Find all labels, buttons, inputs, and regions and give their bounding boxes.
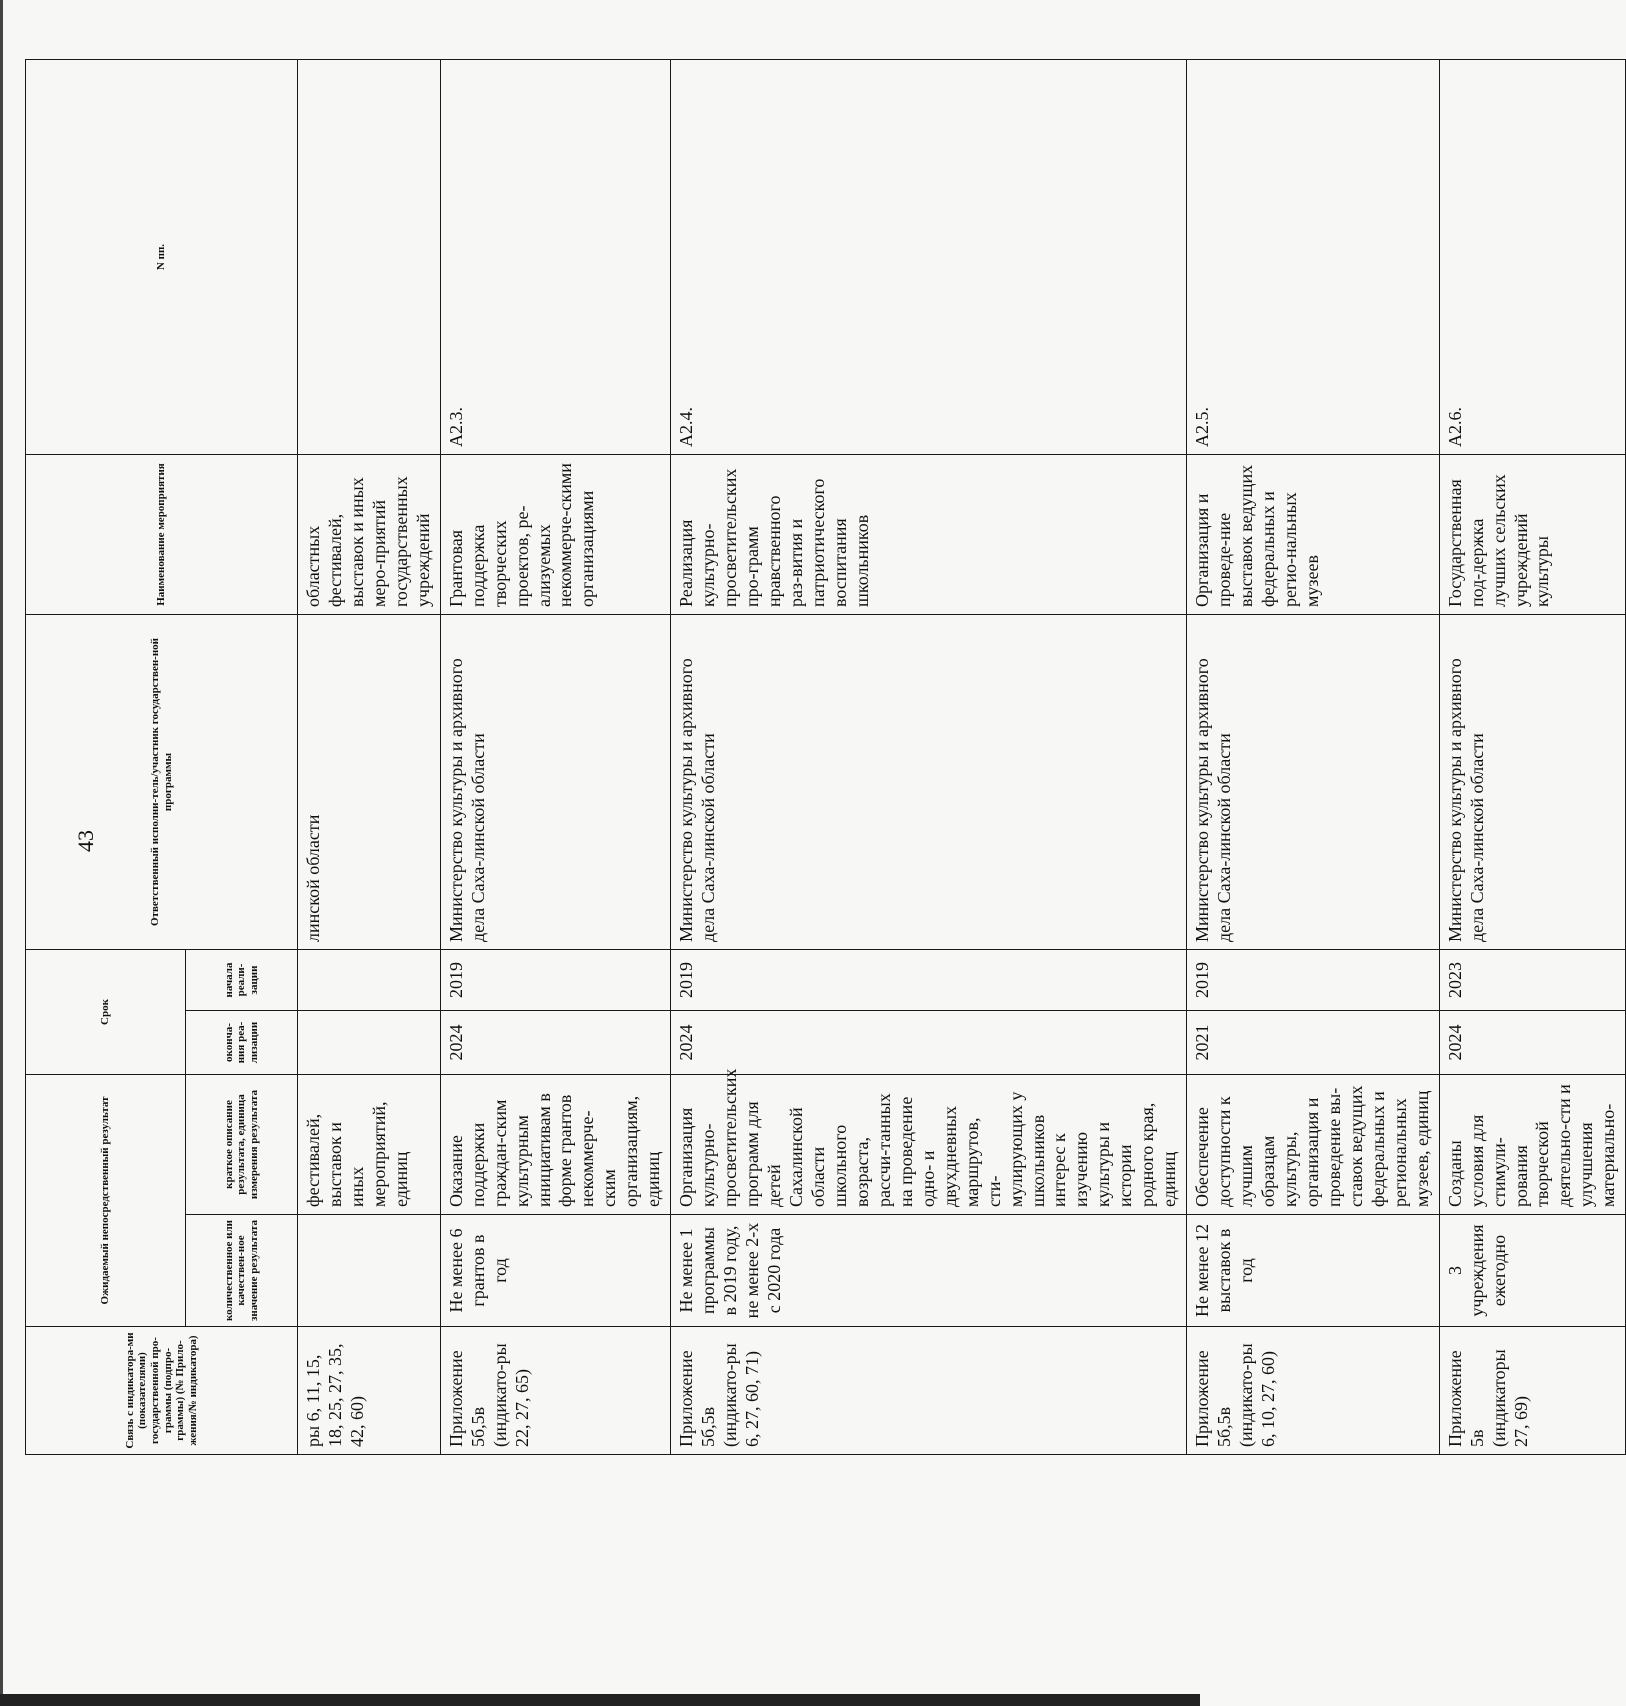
cell-start: 2019 [440,950,671,1011]
cell-description: Обеспечение доступности к лучшим образцам культуры, организация и проведение вы-ставок ведущих федеральных и региональных музеев, единиц [1187,1075,1439,1215]
header-result-value: количественное или качествен-ное значение результата [186,1215,298,1327]
table-row [671,60,1187,1455]
rotated-table-container [25,60,1619,1455]
cell-description: фестивалей, выставок и иных мероприятий, единиц [298,1075,441,1215]
header-term-start: начала реали-зации [186,950,298,1011]
cell-responsible: Министерство культуры и архивного дела Саха-линской области [1187,615,1439,950]
header-indicator-link: Связь с индикатора-ми (показателями) государственной про-граммы (подпро-граммы) (№ Прило-жения/№ индикатора) [26,1327,298,1455]
table-row [1187,60,1439,1455]
cell-value [298,1215,441,1327]
cell-end: 2021 [1187,1011,1439,1075]
cell-id: А2.3. [440,60,671,455]
cell-indicators: Приложение 5б,5в (индикато-ры 22, 27, 65) [440,1327,671,1455]
cell-responsible: Министерство культуры и архивного дела Саха-линской области [1439,615,1626,950]
cell-end [298,1011,441,1075]
cell-value: 3 учреждения ежегодно [1439,1215,1626,1327]
cell-name: Реализация культурно-просветительских про-грамм нравственного раз-вития и патриотического воспитания школьников [671,455,1187,615]
cell-responsible: Министерство культуры и архивного дела Саха-линской области [440,615,671,950]
cell-id: А2.5. [1187,60,1439,455]
cell-id [298,60,441,455]
header-expected-result: Ожидаемый непосредственный результат [26,1075,186,1327]
cell-id: А2.4. [671,60,1187,455]
cell-responsible: Министерство культуры и архивного дела Саха-линской области [671,615,1187,950]
cell-name: Организация и проведе-ние выставок ведущих федеральных и регио-нальных музеев [1187,455,1439,615]
cell-indicators: Приложение 5в (индикаторы 27, 69) [1439,1327,1626,1455]
cell-description: Оказание поддержки граждан-ским культурным инициативам в форме грантов некоммерче-ским организациям, единиц [440,1075,671,1215]
cell-start: 2019 [1187,950,1439,1011]
cell-value: Не менее 6 грантов в год [440,1215,671,1327]
cell-description: Созданы условия для стимули-рования творческой деятельно-сти и улучшения материально- [1439,1075,1626,1215]
page-number: 43 [73,830,98,852]
cell-end: 2024 [671,1011,1187,1075]
cell-id: А2.6. [1439,60,1626,455]
cell-name: Грантовая поддержка творческих проектов, ре-ализуемых некоммерче-скими организациями [440,455,671,615]
cell-indicators: ры 6, 11, 15, 18, 25, 27, 35, 42, 60) [298,1327,441,1455]
cell-value: Не менее 12 выставок в год [1187,1215,1439,1327]
page-edge [0,0,3,1706]
header-number: N пп. [26,60,298,455]
header-term: Срок [26,950,186,1075]
program-table [25,59,1626,1455]
cell-start: 2023 [1439,950,1626,1011]
header-term-end: оконча-ния реа-лизации [186,1011,298,1075]
cell-responsible: линской области [298,615,441,950]
table-row [1439,60,1626,1455]
cell-description: Организация культурно-просветительских программ для детей Сахалинской области школьного возраста, рассчи-танных на проведение одно- и двухдневных маршрутов, сти-мулирующих у школьников интерес к изучению культуры и истории родного края, единиц [671,1075,1187,1215]
cell-value: Не менее 1 программы в 2019 году, не менее 2-х с 2020 года [671,1215,1187,1327]
cell-indicators: Приложение 5б,5в (индикато-ры 6, 10, 27, 60) [1187,1327,1439,1455]
cell-start: 2019 [671,950,1187,1011]
cell-end: 2024 [1439,1011,1626,1075]
cell-name: областных фестивалей, выставок и иных меро-приятий государственных учреждений [298,455,441,615]
cell-name: Государственная под-держка лучших сельских учреждений культуры [1439,455,1626,615]
page-bottom-edge [0,1694,1200,1706]
cell-indicators: Приложение 5б,5в (индикато-ры 6, 27, 60, 71) [671,1327,1187,1455]
header-result-description: краткое описание результата, единица измерения результата [186,1075,298,1215]
cell-end: 2024 [440,1011,671,1075]
cell-start [298,950,441,1011]
header-event-name: Наименование мероприятия [26,455,298,615]
table-row [298,60,441,1455]
header-responsible: Ответственный исполни-тель/участник государствен-ной программы [26,615,298,950]
table-row [440,60,671,1455]
